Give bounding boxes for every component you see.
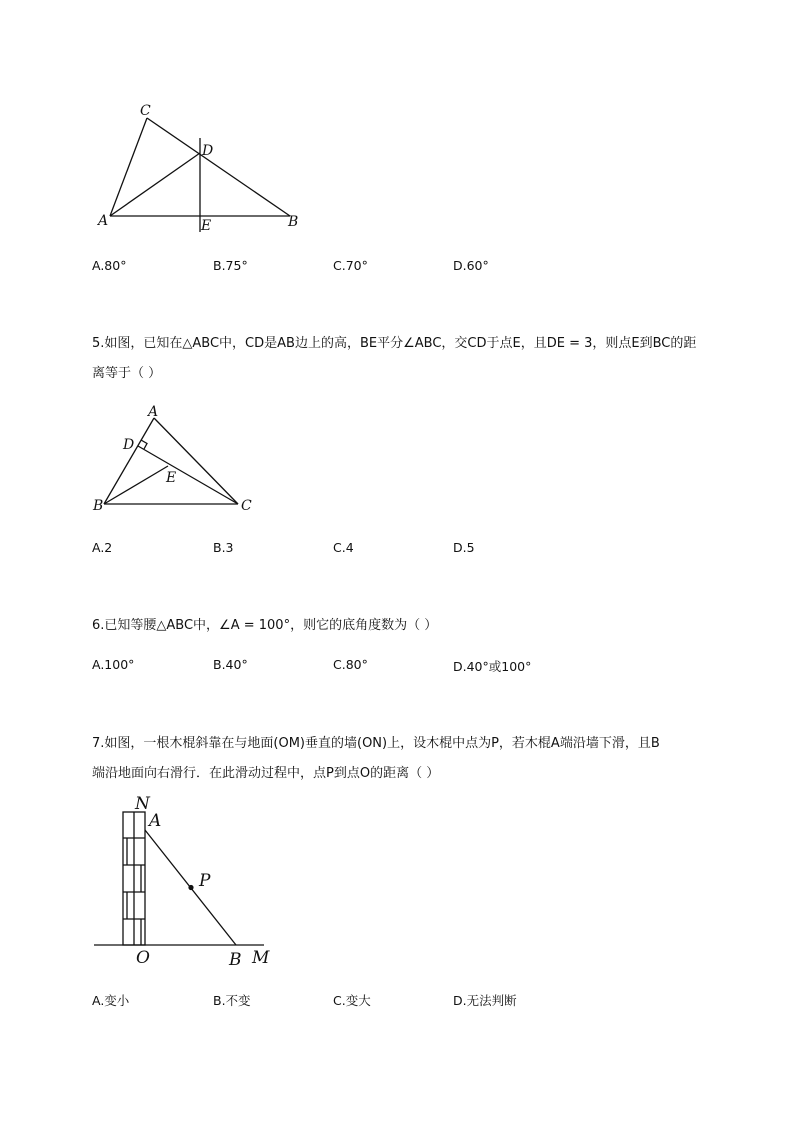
q4-option-d[interactable]: D.60° bbox=[453, 258, 489, 273]
label-e: E bbox=[201, 218, 212, 234]
q7-option-a[interactable]: A.变小 bbox=[92, 993, 130, 1008]
q6-option-d[interactable]: D.40°或100° bbox=[453, 659, 532, 674]
label-o: O bbox=[136, 948, 150, 968]
segment-ab bbox=[104, 418, 154, 504]
segment-cb bbox=[147, 118, 290, 216]
q7-option-b[interactable]: B.不变 bbox=[213, 993, 251, 1008]
label-b: B bbox=[229, 950, 242, 970]
triangle-figure-q4 bbox=[90, 98, 320, 238]
label-m: M bbox=[252, 948, 270, 968]
ladder-wall-figure-q7 bbox=[88, 790, 288, 975]
midpoint-p bbox=[188, 885, 193, 890]
label-a: A bbox=[149, 811, 162, 831]
q5-option-b[interactable]: B.3 bbox=[213, 540, 234, 555]
q7-option-c[interactable]: C.变大 bbox=[333, 993, 371, 1008]
segment-ac bbox=[110, 118, 147, 216]
q4-option-c[interactable]: C.70° bbox=[333, 258, 368, 273]
q6-question: 6.已知等腰△ABC中，∠A = 100°，则它的底角度数为（ ） bbox=[92, 618, 438, 633]
label-d: D bbox=[202, 143, 214, 159]
q4-option-a[interactable]: A.80° bbox=[92, 258, 127, 273]
q6-option-b[interactable]: B.40° bbox=[213, 657, 248, 672]
label-p: P bbox=[199, 871, 211, 891]
label-c: C bbox=[241, 498, 252, 514]
triangle-figure-q5 bbox=[88, 400, 268, 520]
q5-option-c[interactable]: C.4 bbox=[333, 540, 354, 555]
segment-ac bbox=[154, 418, 238, 504]
segment-ad bbox=[110, 153, 200, 216]
q7-question-line1: 7.如图，一根木棍斜靠在与地面(OM)垂直的墙(ON)上，设木棍中点为P，若木棍A端沿墙下滑，且B bbox=[92, 736, 660, 751]
label-n: N bbox=[135, 794, 150, 814]
segment-be bbox=[104, 466, 168, 504]
label-d: D bbox=[123, 437, 135, 453]
q6-option-a[interactable]: A.100° bbox=[92, 657, 135, 672]
label-c: C bbox=[140, 103, 151, 119]
label-b: B bbox=[288, 214, 299, 230]
q5-option-d[interactable]: D.5 bbox=[453, 540, 475, 555]
label-b: B bbox=[93, 498, 104, 514]
q5-option-a[interactable]: A.2 bbox=[92, 540, 113, 555]
q5-question-line2: 离等于（ ） bbox=[92, 366, 162, 381]
label-e: E bbox=[166, 470, 177, 486]
q7-option-d[interactable]: D.无法判断 bbox=[453, 993, 517, 1008]
q6-option-c[interactable]: C.80° bbox=[333, 657, 368, 672]
q4-option-b[interactable]: B.75° bbox=[213, 258, 248, 273]
label-a: A bbox=[98, 213, 109, 229]
q7-question-line2: 端沿地面向右滑行．在此滑动过程中，点P到点O的距离（ ） bbox=[92, 766, 440, 781]
label-a: A bbox=[148, 404, 159, 420]
q5-question-line1: 5.如图，已知在△ABC中，CD是AB边上的高，BE平分∠ABC，交CD于点E，且DE = 3，则点E到BC的距 bbox=[92, 336, 697, 351]
